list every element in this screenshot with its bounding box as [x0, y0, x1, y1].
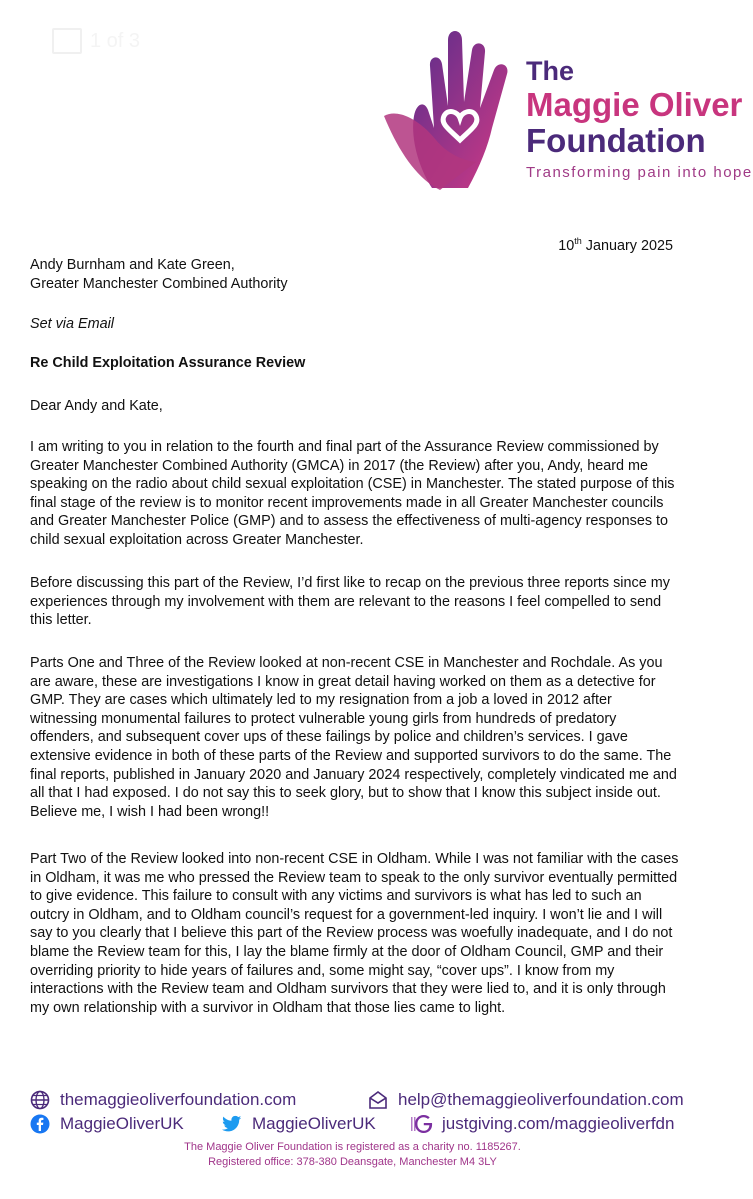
recipient-line-1: Andy Burnham and Kate Green,: [30, 257, 235, 273]
page-icon: [52, 28, 82, 54]
foundation-logo: [380, 20, 753, 195]
footer-website[interactable]: [30, 1090, 296, 1110]
justgiving-icon: [412, 1114, 432, 1134]
date-day: 10: [558, 237, 575, 254]
page-indicator-text: 1 of 3: [90, 29, 141, 52]
letter-subject: Re Child Exploitation Assurance Review: [30, 355, 306, 371]
date-suffix: th: [574, 236, 582, 246]
body-paragraph: Parts One and Three of the Review looked at non-recent CSE in Manchester and Rochdale. As you are aware, these are investigations I know in great detail having worked on them as a detective for GMP. They are cases which ultimately led to my resignation from a job a loved in 2012 after witnessing monumental failures to protect vulnerable young girls from hundreds of predatory offenders, and subsequent cover ups of these failings by police and children’s services. I gave extensive evidence in both of these parts of the Review and supported survivors to do the same. The final reports, published in January 2020 and January 2024 respectively, completely vindicated me and all that I had exposed. I do not say this to seek glory, but to show that I know this subject inside out. Believe me, I wish I had been wrong!!: [30, 655, 677, 820]
facebook-icon: [30, 1114, 50, 1134]
footer-email[interactable]: [368, 1090, 684, 1110]
email-text: help@themaggieoliverfoundation.com: [398, 1090, 684, 1109]
salutation: Dear Andy and Kate,: [30, 398, 163, 414]
footer-facebook[interactable]: [30, 1114, 184, 1134]
twitter-text: MaggieOliverUK: [252, 1114, 376, 1133]
page-indicator: [52, 28, 140, 54]
sent-via: Set via Email: [30, 316, 114, 332]
charity-registration: The Maggie Oliver Foundation is registered as a charity no. 1185267.: [184, 1141, 521, 1153]
body-paragraph: Before discussing this part of the Review, I’d first like to recap on the previous three reports since my experiences through my involvement with them are relevant to the reasons I feel compelled to send this letter.: [30, 575, 670, 629]
hand-heart-icon: [380, 20, 530, 195]
justgiving-text: justgiving.com/maggieoliverfdn: [442, 1114, 675, 1133]
recipient-line-2: Greater Manchester Combined Authority: [30, 275, 288, 292]
body-paragraph: Part Two of the Review looked into non-recent CSE in Oldham. While I was not familiar with the cases in Oldham, it was me who pressed the Review team to speak to the only survivor eventually permitted to give evidence. This failure to consult with any victims and survivors is what has led to such an outcry in Oldham, and to Oldham council’s request for a government-led inquiry. I won’t lie and I will say to you clearly that I believe this part of the Review process was woefully inadequate, and I do not blame the Review team for this, I lay the blame firmly at the door of Oldham Council, GMP and their overriding priority to hide years of failures and, some might say, “cover ups”. I know from my interactions with the Review team and Oldham survivors that they were lied to, and it is only through my own relationship with a survivor in Oldham that those lies came to light.: [30, 851, 679, 1016]
website-text: themaggieoliverfoundation.com: [60, 1090, 297, 1109]
letter-date: [558, 236, 673, 254]
twitter-bird-icon: [222, 1114, 242, 1134]
body-paragraph: I am writing to you in relation to the fourth and final part of the Assurance Review commissioned by Greater Manchester Combined Authority (GMCA) in 2017 (the Review) after you, Andy, heard me speaking on the radio about child sexual exploitation (CSE) in Manchester. The stated purpose of this final stage of the review is to monitor recent improvements made in all Greater Manchester councils and Greater Manchester Police (GMP) and to assess the effectiveness of multi-agency responses to child sexual exploitation across Greater Manchester.: [30, 439, 675, 548]
logo-tagline: Transforming pain into hope: [526, 164, 753, 181]
registered-office: Registered office: 378-380 Deansgate, Manchester M4 3LY: [208, 1156, 497, 1168]
date-rest: January 2025: [581, 237, 673, 254]
globe-icon: [30, 1090, 50, 1110]
recipient-address: [30, 256, 680, 293]
envelope-icon: [368, 1090, 388, 1110]
logo-text-name: Maggie Oliver: [526, 86, 743, 123]
logo-text-foundation: Foundation: [526, 122, 706, 159]
footer-justgiving[interactable]: [412, 1114, 674, 1134]
footer-twitter[interactable]: [222, 1114, 376, 1134]
facebook-text: MaggieOliverUK: [60, 1114, 184, 1133]
logo-text-the: The: [526, 56, 575, 86]
